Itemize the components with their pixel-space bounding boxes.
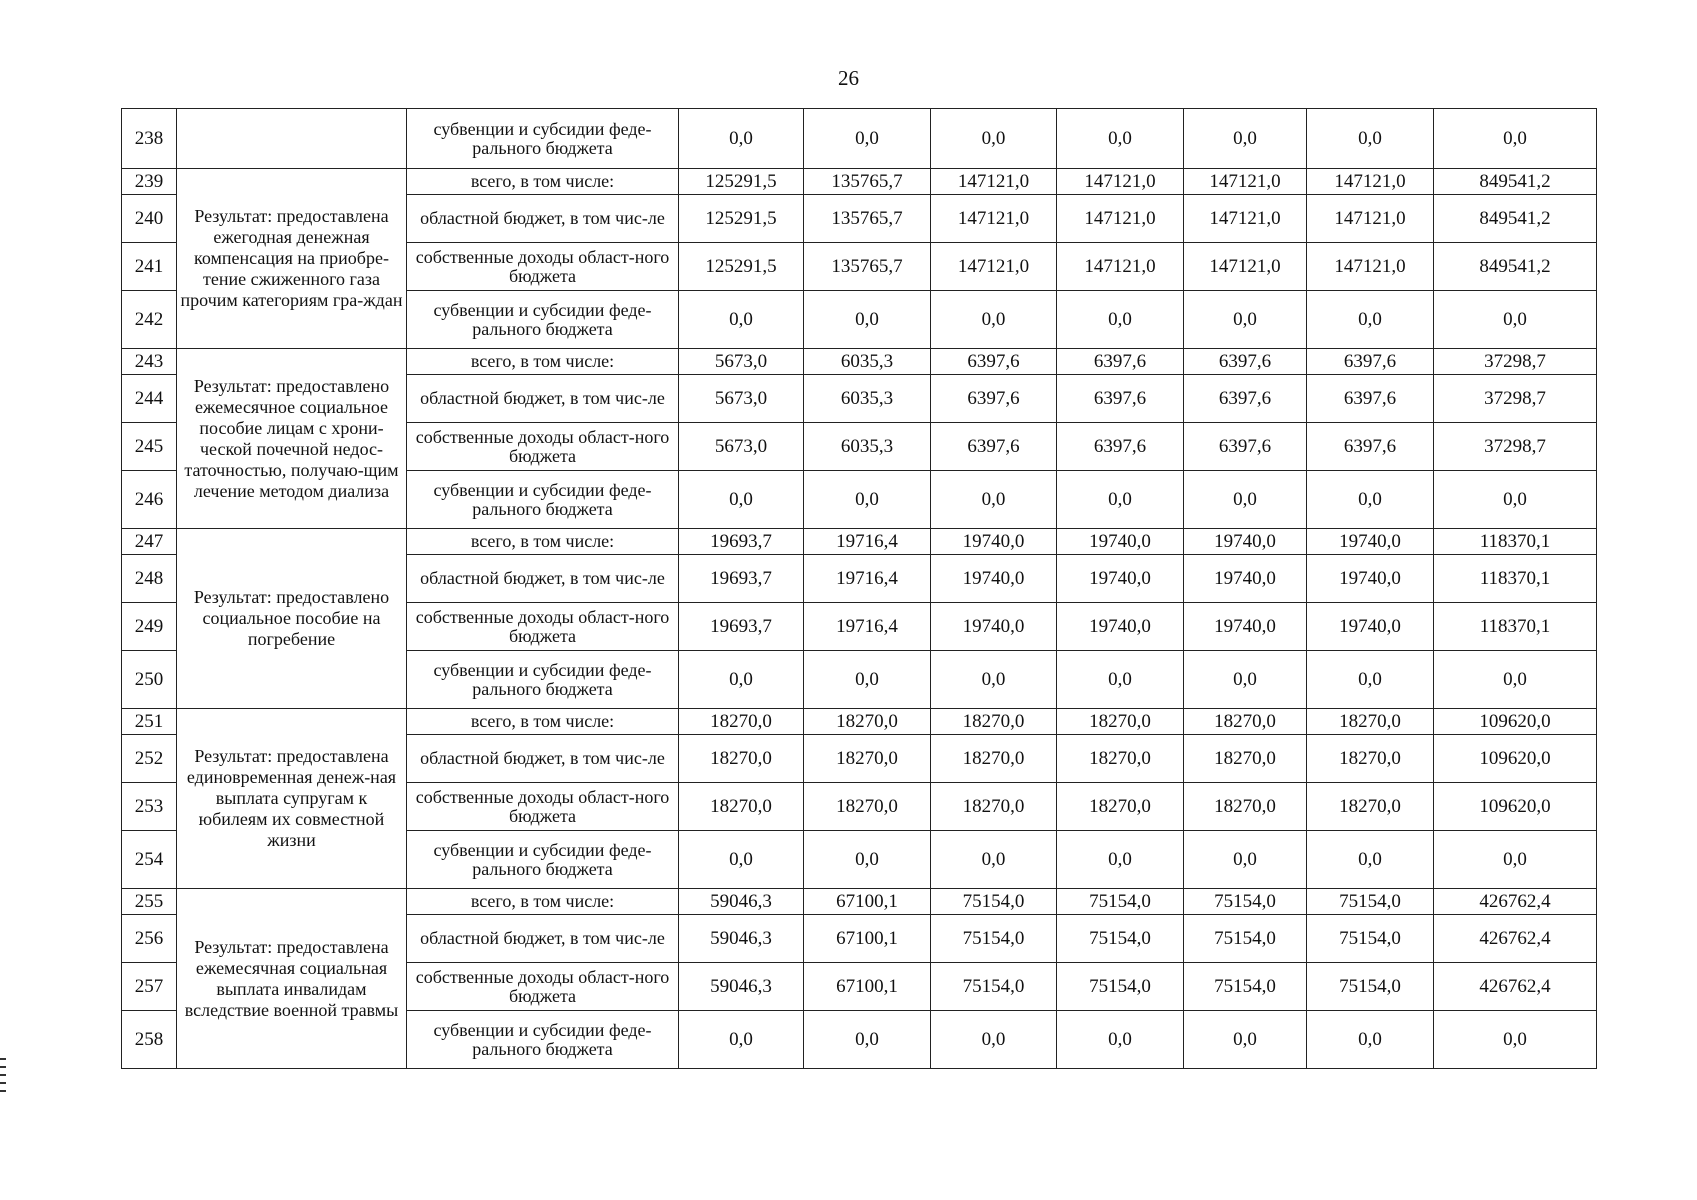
year-value: 0,0 [931,1011,1057,1069]
year-value: 0,0 [931,291,1057,349]
year-value: 6397,6 [1057,423,1184,471]
year-value: 0,0 [1184,291,1307,349]
funding-source: субвенции и субсидии феде-рального бюджета [407,651,679,709]
row-number: 257 [122,963,177,1011]
year-value: 6035,3 [804,349,931,375]
funding-source: областной бюджет, в том чис-ле [407,375,679,423]
year-value: 0,0 [679,831,804,889]
year-value: 0,0 [931,831,1057,889]
year-value: 6035,3 [804,423,931,471]
row-number: 248 [122,555,177,603]
funding-source: субвенции и субсидии феде-рального бюджета [407,291,679,349]
year-value: 67100,1 [804,963,931,1011]
year-value: 6397,6 [1307,423,1434,471]
year-value: 75154,0 [1307,915,1434,963]
year-value: 147121,0 [1307,169,1434,195]
year-value: 18270,0 [1057,735,1184,783]
total-value: 426762,4 [1434,963,1597,1011]
year-value: 19693,7 [679,603,804,651]
row-number: 256 [122,915,177,963]
row-number: 250 [122,651,177,709]
year-value: 18270,0 [1307,783,1434,831]
table-row [122,529,1597,555]
total-value: 0,0 [1434,651,1597,709]
year-value: 19740,0 [931,529,1057,555]
funding-source: всего, в том числе: [407,709,679,735]
funding-source: собственные доходы област-ного бюджета [407,963,679,1011]
year-value: 6397,6 [931,349,1057,375]
year-value: 135765,7 [804,169,931,195]
total-value: 0,0 [1434,831,1597,889]
year-value: 75154,0 [1307,889,1434,915]
row-number: 258 [122,1011,177,1069]
year-value: 19740,0 [1307,555,1434,603]
year-value: 125291,5 [679,243,804,291]
year-value: 135765,7 [804,195,931,243]
year-value: 19693,7 [679,529,804,555]
year-value: 6397,6 [1307,375,1434,423]
year-value: 19740,0 [1184,529,1307,555]
year-value: 19740,0 [1057,555,1184,603]
year-value: 59046,3 [679,963,804,1011]
funding-source: областной бюджет, в том чис-ле [407,195,679,243]
year-value: 0,0 [1184,1011,1307,1069]
year-value: 147121,0 [1307,243,1434,291]
year-value: 19740,0 [1307,603,1434,651]
year-value: 19716,4 [804,555,931,603]
year-value: 0,0 [1184,831,1307,889]
year-value: 75154,0 [931,915,1057,963]
year-value: 6397,6 [1184,423,1307,471]
year-value: 19740,0 [1057,529,1184,555]
funding-source: областной бюджет, в том чис-ле [407,555,679,603]
year-value: 0,0 [931,651,1057,709]
row-number: 239 [122,169,177,195]
year-value: 19740,0 [931,603,1057,651]
funding-source: субвенции и субсидии феде-ральнoго бюджета [407,109,679,169]
year-value: 0,0 [1307,109,1434,169]
total-value: 118370,1 [1434,555,1597,603]
year-value: 0,0 [1307,831,1434,889]
year-value: 0,0 [679,109,804,169]
row-number: 251 [122,709,177,735]
year-value: 0,0 [804,291,931,349]
year-value: 147121,0 [1184,195,1307,243]
row-number: 241 [122,243,177,291]
year-value: 0,0 [1057,291,1184,349]
row-number: 245 [122,423,177,471]
total-value: 849541,2 [1434,195,1597,243]
year-value: 19716,4 [804,529,931,555]
margin-marks [0,1058,6,1098]
funding-source: всего, в том числе: [407,169,679,195]
result-description: Результат: предоставлена ежемесячная социальная выплата инвалидам вследствие военной травмы [177,889,407,1069]
year-value: 135765,7 [804,243,931,291]
year-value: 19740,0 [1057,603,1184,651]
year-value: 0,0 [679,291,804,349]
row-number: 252 [122,735,177,783]
year-value: 18270,0 [804,735,931,783]
year-value: 147121,0 [931,169,1057,195]
year-value: 0,0 [679,1011,804,1069]
year-value: 6397,6 [931,423,1057,471]
total-value: 118370,1 [1434,603,1597,651]
year-value: 18270,0 [1184,735,1307,783]
year-value: 18270,0 [1184,709,1307,735]
total-value: 0,0 [1434,291,1597,349]
year-value: 5673,0 [679,423,804,471]
year-value: 75154,0 [1057,963,1184,1011]
year-value: 75154,0 [1184,963,1307,1011]
year-value: 5673,0 [679,375,804,423]
year-value: 18270,0 [804,783,931,831]
total-value: 0,0 [1434,1011,1597,1069]
budget-table-body [122,109,1597,1069]
funding-source: собственные доходы област-ного бюджета [407,423,679,471]
year-value: 147121,0 [1057,243,1184,291]
year-value: 59046,3 [679,889,804,915]
result-description: Результат: предоставлена единовременная денеж-ная выплата супругам к юбилеям их совместной жизни [177,709,407,889]
row-number: 243 [122,349,177,375]
result-description: Результат: предоставлено социальное пособие на погребение [177,529,407,709]
row-number: 244 [122,375,177,423]
row-number: 254 [122,831,177,889]
funding-source: субвенции и субсидии феде-рального бюджета [407,471,679,529]
year-value: 5673,0 [679,349,804,375]
funding-source: субвенции и субсидии феде-рального бюджета [407,831,679,889]
table-row [122,109,1597,169]
year-value: 18270,0 [1307,735,1434,783]
row-number: 240 [122,195,177,243]
funding-source: всего, в том числе: [407,349,679,375]
year-value: 0,0 [804,831,931,889]
year-value: 19740,0 [1184,603,1307,651]
funding-source: областной бюджет, в том чис-ле [407,915,679,963]
funding-source: субвенции и субсидии феде-рального бюджета [407,1011,679,1069]
year-value: 0,0 [1184,471,1307,529]
year-value: 18270,0 [931,783,1057,831]
year-value: 6397,6 [1057,349,1184,375]
year-value: 75154,0 [1184,889,1307,915]
year-value: 19693,7 [679,555,804,603]
table-row [122,349,1597,375]
total-value: 426762,4 [1434,915,1597,963]
total-value: 0,0 [1434,471,1597,529]
row-number: 253 [122,783,177,831]
year-value: 0,0 [1057,109,1184,169]
year-value: 0,0 [1057,1011,1184,1069]
year-value: 19740,0 [1184,555,1307,603]
year-value: 0,0 [931,109,1057,169]
year-value: 18270,0 [804,709,931,735]
year-value: 147121,0 [1184,169,1307,195]
funding-source: собственные доходы област-ного бюджета [407,603,679,651]
year-value: 0,0 [1307,291,1434,349]
row-number: 238 [122,109,177,169]
year-value: 125291,5 [679,195,804,243]
year-value: 0,0 [1307,651,1434,709]
year-value: 75154,0 [1057,889,1184,915]
result-description: Результат: предоставлено ежемесячное социальное пособие лицам с хрони-ческой почечной недос-таточностью, получаю-щим лечение методом диализа [177,349,407,529]
year-value: 0,0 [804,651,931,709]
year-value: 147121,0 [1057,169,1184,195]
year-value: 67100,1 [804,889,931,915]
year-value: 0,0 [1184,109,1307,169]
total-value: 426762,4 [1434,889,1597,915]
year-value: 147121,0 [1057,195,1184,243]
row-number: 249 [122,603,177,651]
row-number: 246 [122,471,177,529]
funding-source: собственные доходы област-ного бюджета [407,783,679,831]
table-row [122,709,1597,735]
year-value: 0,0 [804,109,931,169]
year-value: 18270,0 [931,735,1057,783]
year-value: 0,0 [1057,651,1184,709]
year-value: 18270,0 [679,735,804,783]
year-value: 18270,0 [1057,709,1184,735]
year-value: 0,0 [804,1011,931,1069]
total-value: 109620,0 [1434,735,1597,783]
year-value: 147121,0 [931,243,1057,291]
year-value: 18270,0 [679,709,804,735]
year-value: 147121,0 [931,195,1057,243]
total-value: 109620,0 [1434,709,1597,735]
table-row [122,169,1597,195]
year-value: 19716,4 [804,603,931,651]
year-value: 0,0 [804,471,931,529]
funding-source: всего, в том числе: [407,889,679,915]
total-value: 118370,1 [1434,529,1597,555]
result-description: Результат: предоставлена ежегодная денежная компенсация на приобре-тение сжиженного газа прочим категориям гра-ждан [177,169,407,349]
total-value: 109620,0 [1434,783,1597,831]
year-value: 18270,0 [1307,709,1434,735]
year-value: 75154,0 [1184,915,1307,963]
total-value: 37298,7 [1434,349,1597,375]
budget-table [121,108,1597,1069]
year-value: 18270,0 [1184,783,1307,831]
year-value: 0,0 [679,651,804,709]
year-value: 0,0 [1057,831,1184,889]
year-value: 18270,0 [1057,783,1184,831]
year-value: 67100,1 [804,915,931,963]
year-value: 0,0 [1184,651,1307,709]
year-value: 19740,0 [1307,529,1434,555]
year-value: 6397,6 [1307,349,1434,375]
total-value: 849541,2 [1434,243,1597,291]
year-value: 6397,6 [1057,375,1184,423]
funding-source: собственные доходы област-ного бюджета [407,243,679,291]
total-value: 37298,7 [1434,375,1597,423]
year-value: 0,0 [679,471,804,529]
year-value: 6397,6 [1184,375,1307,423]
funding-source: областной бюджет, в том чис-ле [407,735,679,783]
year-value: 125291,5 [679,169,804,195]
year-value: 75154,0 [1057,915,1184,963]
year-value: 0,0 [1057,471,1184,529]
year-value: 19740,0 [931,555,1057,603]
year-value: 75154,0 [931,889,1057,915]
total-value: 849541,2 [1434,169,1597,195]
year-value: 0,0 [931,471,1057,529]
result-cell [177,109,407,169]
year-value: 75154,0 [931,963,1057,1011]
row-number: 255 [122,889,177,915]
funding-source: всего, в том числе: [407,529,679,555]
year-value: 147121,0 [1307,195,1434,243]
year-value: 6035,3 [804,375,931,423]
year-value: 6397,6 [1184,349,1307,375]
table-row [122,889,1597,915]
row-number: 247 [122,529,177,555]
year-value: 59046,3 [679,915,804,963]
year-value: 0,0 [1307,471,1434,529]
year-value: 6397,6 [931,375,1057,423]
total-value: 0,0 [1434,109,1597,169]
year-value: 75154,0 [1307,963,1434,1011]
page-number: 26 [838,66,859,90]
year-value: 0,0 [1307,1011,1434,1069]
total-value: 37298,7 [1434,423,1597,471]
year-value: 18270,0 [931,709,1057,735]
year-value: 18270,0 [679,783,804,831]
row-number: 242 [122,291,177,349]
year-value: 147121,0 [1184,243,1307,291]
